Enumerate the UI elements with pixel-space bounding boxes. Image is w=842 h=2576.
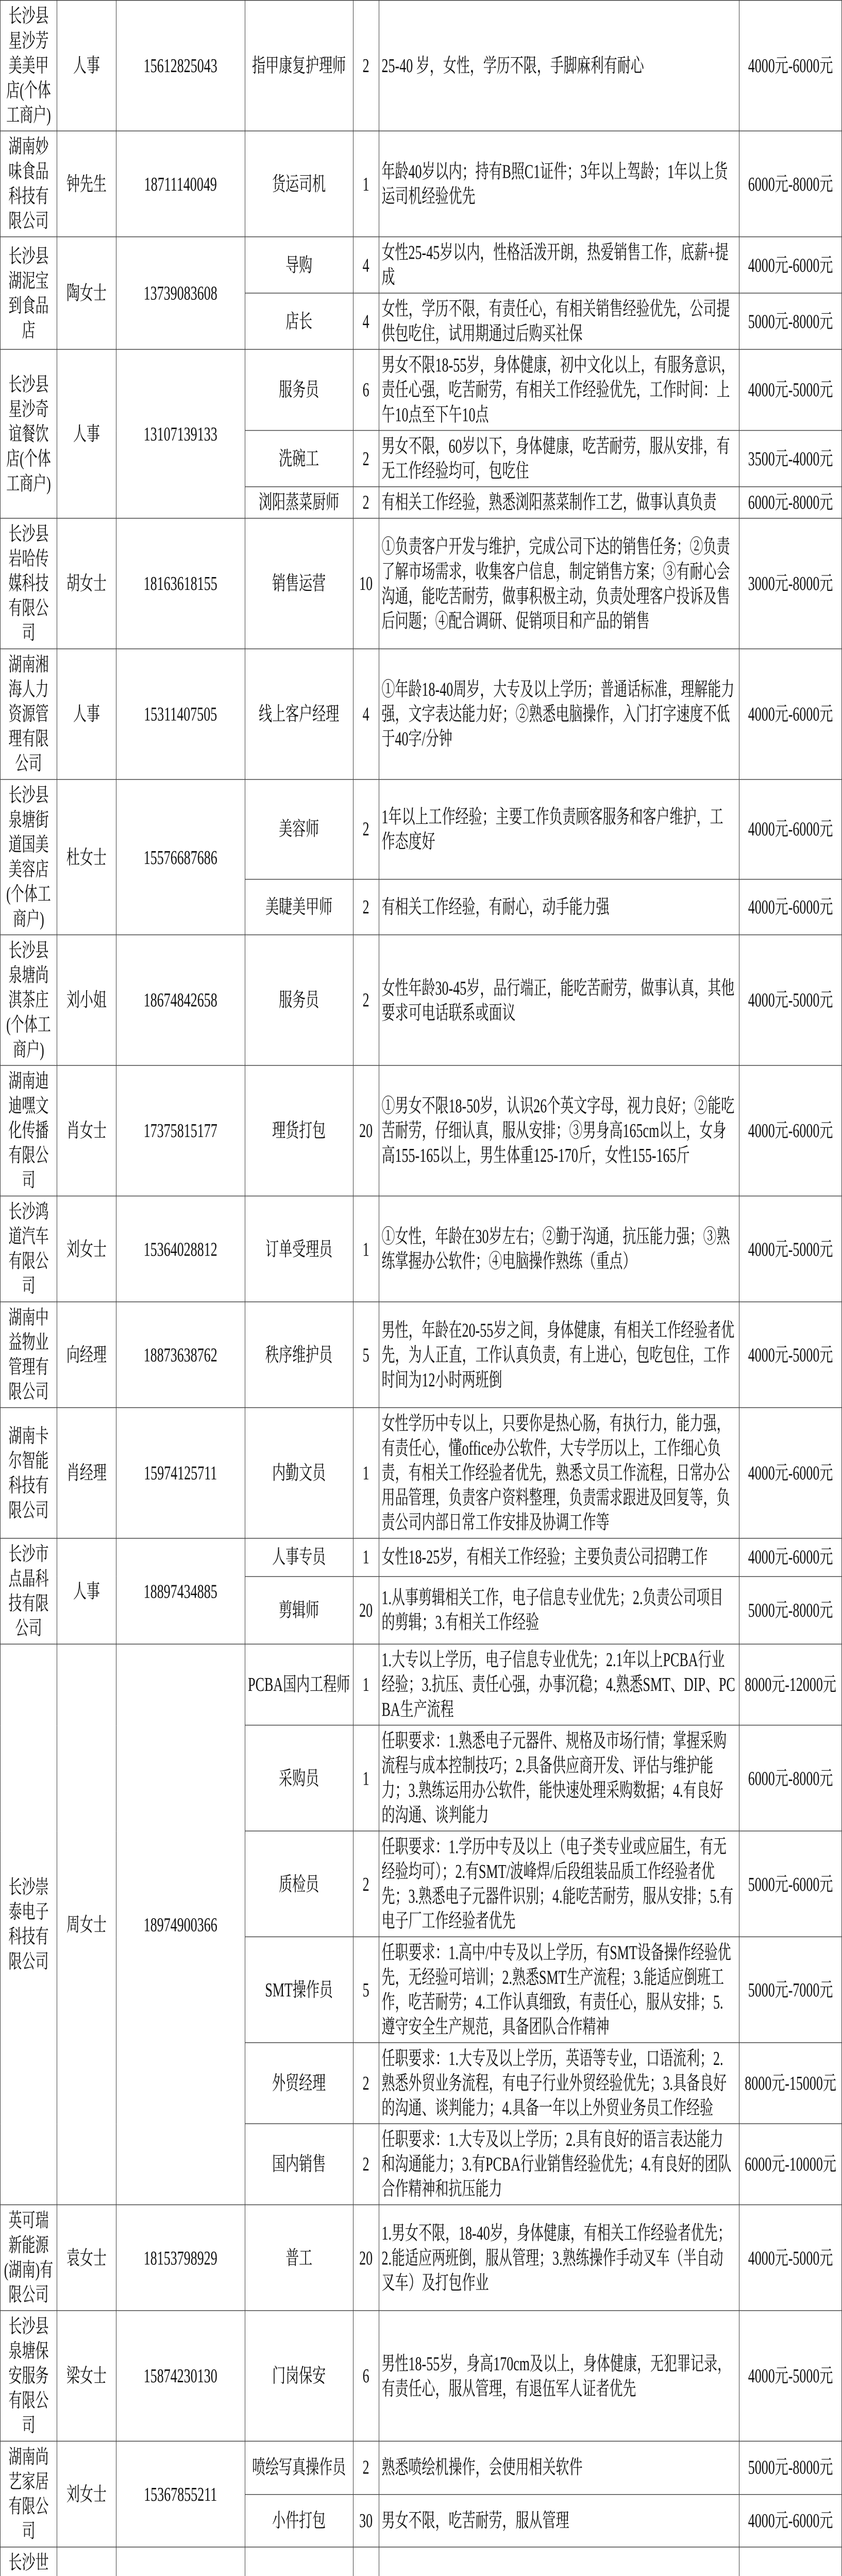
- job-title-cell: 喷绘写真操作员: [245, 2441, 353, 2494]
- requirements-cell: ①负责客户开发与维护，完成公司下达的销售任务；②负责了解市场需求，收集客户信息，制定销售方案；③有耐心会沟通，能吃苦耐劳，做事积极主动，负责处理客户投诉及售后问题；④配合调研、促销项目和产品的销售: [379, 518, 739, 649]
- job-title-cell: 小件打包: [245, 2494, 353, 2547]
- requirements-cell: 女性18-25岁，有相关工作经验；主要负责公司招聘工作: [379, 1538, 739, 1577]
- contact-phone-cell: 18674842658: [116, 935, 245, 1065]
- contact-phone-cell: 18153798929: [116, 2205, 245, 2310]
- job-title-cell: 美睫美甲师: [245, 879, 353, 935]
- table-row: [1, 2205, 842, 2310]
- headcount-cell: [353, 2547, 379, 2576]
- requirements-cell: ①年龄18-40周岁，大专及以上学历；普通话标准，理解能力强，文字表达能力好；②熟悉电脑操作，入门打字速度不低于40字/分钟: [379, 649, 739, 779]
- company-name-cell: 长沙县岩哈传媒科技有限公司: [1, 518, 57, 649]
- headcount-cell: 2: [353, 779, 379, 879]
- contact-phone-cell: 17375815177: [116, 1065, 245, 1196]
- salary-cell: 3000元-8000元: [739, 518, 842, 649]
- job-title-cell: 国内销售: [245, 2124, 353, 2205]
- requirements-cell: 年龄40岁以内；持有B照C1证件；3年以上驾龄；1年以上货运司机经验优先: [379, 131, 739, 236]
- requirements-cell: [379, 2547, 739, 2576]
- table-row: [1, 131, 842, 236]
- requirements-cell: 1.从事剪辑相关工作，电子信息专业优先；2.负责公司项目的剪辑；3.有相关工作经验: [379, 1577, 739, 1645]
- job-title-cell: 指甲康复护理师: [245, 1, 353, 131]
- salary-cell: 6000元-8000元: [739, 131, 842, 236]
- contact-phone-cell: 18711140049: [116, 131, 245, 236]
- contact-phone-cell: 15367855211: [116, 2441, 245, 2547]
- table-row: [1, 349, 842, 430]
- headcount-cell: 2: [353, 879, 379, 935]
- headcount-cell: 20: [353, 1065, 379, 1196]
- salary-cell: 3500元-4000元: [739, 430, 842, 486]
- table-row: [1, 2311, 842, 2441]
- contact-phone-cell: 15612825043: [116, 1, 245, 131]
- job-title-cell: 秩序维护员: [245, 1302, 353, 1408]
- table-row: [1, 1196, 842, 1301]
- requirements-cell: 任职要求：1.大专及以上学历，英语等专业，口语流利；2.熟悉外贸业务流程，有电子行业外贸经验优先；3.具备良好的沟通、谈判能力；4.具备一年以上外贸业务员工作经验: [379, 2043, 739, 2124]
- headcount-cell: 2: [353, 430, 379, 486]
- requirements-cell: 女性年龄30-45岁，品行端正，能吃苦耐劳，做事认真，其他要求可电话联系或面议: [379, 935, 739, 1065]
- company-name-cell: 长沙县泉塘保安服务有限公司: [1, 2311, 57, 2441]
- job-title-cell: 订单受理员: [245, 1196, 353, 1301]
- contact-phone-cell: 13107139133: [116, 349, 245, 518]
- job-title-cell: 采购员: [245, 1725, 353, 1831]
- company-name-cell: 长沙世: [1, 2547, 57, 2576]
- job-title-cell: 店长: [245, 293, 353, 349]
- requirements-cell: ①女性，年龄在30岁左右；②勤于沟通，抗压能力强；③熟练掌握办公软件；④电脑操作熟练（重点）: [379, 1196, 739, 1301]
- salary-cell: 5000元-8000元: [739, 1577, 842, 1645]
- job-title-cell: 美容师: [245, 779, 353, 879]
- requirements-cell: 男女不限18-55岁，身体健康，初中文化以上，有服务意识，责任心强，吃苦耐劳，有相关工作经验优先，工作时间：上午10点至下午10点: [379, 349, 739, 430]
- salary-cell: 4000元-5000元: [739, 349, 842, 430]
- job-title-cell: 普工: [245, 2205, 353, 2310]
- contact-name-cell: 胡女士: [57, 518, 116, 649]
- company-name-cell: 湖南卡尔智能科技有限公司: [1, 1408, 57, 1538]
- contact-phone-cell: 15364028812: [116, 1196, 245, 1301]
- company-name-cell: 长沙县星沙奇谊餐饮店(个体工商户): [1, 349, 57, 518]
- requirements-cell: 男女不限，吃苦耐劳，服从管理: [379, 2494, 739, 2547]
- contact-name-cell: 肖女士: [57, 1065, 116, 1196]
- table-row: [1, 779, 842, 879]
- company-name-cell: 长沙鸿道汽车有限公司: [1, 1196, 57, 1301]
- contact-name-cell: 陶女士: [57, 237, 116, 350]
- salary-cell: 4000元-6000元: [739, 649, 842, 779]
- requirements-cell: 有相关工作经验，有耐心，动手能力强: [379, 879, 739, 935]
- job-title-cell: PCBA国内工程师: [245, 1644, 353, 1725]
- contact-phone-cell: 18873638762: [116, 1302, 245, 1408]
- contact-name-cell: 人事: [57, 349, 116, 518]
- headcount-cell: 1: [353, 1644, 379, 1725]
- requirements-cell: 1年以上工作经验；主要工作负责顾客服务和客户维护，工作态度好: [379, 779, 739, 879]
- company-name-cell: 湖南中益物业管理有限公司: [1, 1302, 57, 1408]
- table-row: [1, 1408, 842, 1538]
- company-name-cell: 湖南尚艺家居有限公司: [1, 2441, 57, 2547]
- salary-cell: 8000元-15000元: [739, 2043, 842, 2124]
- requirements-cell: 任职要求：1.大专及以上学历；2.具有良好的语言表达能力和沟通能力；3.有PCBA行业销售经验优先；4.有良好的团队合作精神和抗压能力: [379, 2124, 739, 2205]
- job-title-cell: 内勤文员: [245, 1408, 353, 1538]
- requirements-cell: 女性学历中专以上，只要你是热心肠，有执行力，能力强，有责任心，懂office办公软件，大专学历以上，工作细心负责，有相关工作经验者优先，熟悉文员工作流程，日常办公用品管理，负责客户资料整理，负责需求跟进及回复等，负责公司内部日常工作安排及协调工作等: [379, 1408, 739, 1538]
- contact-name-cell: 人事: [57, 1538, 116, 1644]
- company-name-cell: 湖南湘海人力资源管理有限公司: [1, 649, 57, 779]
- company-name-cell: 长沙县泉塘街道国美美容店(个体工商户): [1, 779, 57, 935]
- table-row: [1, 1065, 842, 1196]
- requirements-cell: 男性18-55岁，身高170cm及以上，身体健康，无犯罪记录，有责任心，服从管理，有退伍军人证者优先: [379, 2311, 739, 2441]
- salary-cell: 4000元-6000元: [739, 1, 842, 131]
- headcount-cell: 30: [353, 2494, 379, 2547]
- salary-cell: 4000元-5000元: [739, 935, 842, 1065]
- requirements-cell: 任职要求：1.高中/中专及以上学历，有SMT设备操作经验优先，无经验可培训；2.熟悉SMT生产流程；3.能适应倒班工作，吃苦耐劳；4.工作认真细致，有责任心，服从安排；5.遵守安全生产规范，具备团队合作精神: [379, 1937, 739, 2042]
- contact-name-cell: [57, 2547, 116, 2576]
- job-title-cell: 线上客户经理: [245, 649, 353, 779]
- headcount-cell: 5: [353, 1937, 379, 2042]
- company-name-cell: 英可瑞新能源(湖南)有限公司: [1, 2205, 57, 2310]
- salary-cell: 4000元-6000元: [739, 1065, 842, 1196]
- salary-cell: 8000元-12000元: [739, 1644, 842, 1725]
- contact-name-cell: 刘女士: [57, 1196, 116, 1301]
- requirements-cell: 1.男女不限，18-40岁，身体健康，有相关工作经验者优先；2.能适应两班倒，服从管理；3.熟练操作手动叉车（半自动叉车）及打包作业: [379, 2205, 739, 2310]
- company-name-cell: 长沙崇泰电子科技有限公司: [1, 1644, 57, 2205]
- company-name-cell: 湖南妙味食品科技有限公司: [1, 131, 57, 236]
- salary-cell: 6000元-10000元: [739, 2124, 842, 2205]
- headcount-cell: 2: [353, 2441, 379, 2494]
- contact-phone-cell: 18974900366: [116, 1644, 245, 2205]
- headcount-cell: 2: [353, 935, 379, 1065]
- job-title-cell: 服务员: [245, 935, 353, 1065]
- job-title-cell: 理货打包: [245, 1065, 353, 1196]
- table-row: [1, 649, 842, 779]
- salary-cell: 4000元-6000元: [739, 879, 842, 935]
- headcount-cell: 1: [353, 1538, 379, 1577]
- table-row: [1, 1, 842, 131]
- job-title-cell: 剪辑师: [245, 1577, 353, 1645]
- job-title-cell: 服务员: [245, 349, 353, 430]
- salary-cell: 5000元-7000元: [739, 1937, 842, 2042]
- salary-cell: 4000元-6000元: [739, 1538, 842, 1577]
- salary-cell: 4000元-5000元: [739, 2205, 842, 2310]
- requirements-cell: ①男女不限18-50岁，认识26个英文字母，视力良好；②能吃苦耐劳，仔细认真，服从安排；③男身高165cm以上，女身高155-165以上，男生体重125-170斤，女性155-165斤: [379, 1065, 739, 1196]
- contact-name-cell: 肖经理: [57, 1408, 116, 1538]
- salary-cell: 4000元-6000元: [739, 779, 842, 879]
- headcount-cell: 4: [353, 293, 379, 349]
- contact-name-cell: 人事: [57, 649, 116, 779]
- job-title-cell: 门岗保安: [245, 2311, 353, 2441]
- job-title-cell: 货运司机: [245, 131, 353, 236]
- contact-name-cell: 杜女士: [57, 779, 116, 935]
- contact-phone-cell: 18897434885: [116, 1538, 245, 1644]
- job-title-cell: 销售运营: [245, 518, 353, 649]
- headcount-cell: 2: [353, 2043, 379, 2124]
- table-row: [1, 1644, 842, 1725]
- headcount-cell: 6: [353, 2311, 379, 2441]
- requirements-cell: 25-40 岁，女性，学历不限，手脚麻利有耐心: [379, 1, 739, 131]
- contact-name-cell: 刘小姐: [57, 935, 116, 1065]
- company-name-cell: 湖南迪迪嘿文化传播有限公司: [1, 1065, 57, 1196]
- requirements-cell: 任职要求：1.学历中专及以上（电子类专业或应届生，有无经验均可）；2.有SMT/波峰焊/后段组装品质工作经验者优先；3.熟悉电子元器件识别；4.能吃苦耐劳，服从安排；5.有电子厂工作经验者优先: [379, 1831, 739, 1937]
- job-title-cell: 浏阳蒸菜厨师: [245, 487, 353, 518]
- salary-cell: 5000元-6000元: [739, 1831, 842, 1937]
- headcount-cell: 1: [353, 1725, 379, 1831]
- requirements-cell: 女性25-45岁以内，性格活泼开朗，热爱销售工作，底薪+提成: [379, 237, 739, 293]
- contact-phone-cell: 13739083608: [116, 237, 245, 350]
- salary-cell: [739, 2547, 842, 2576]
- contact-phone-cell: 15576687686: [116, 779, 245, 935]
- job-title-cell: 人事专员: [245, 1538, 353, 1577]
- contact-name-cell: 袁女士: [57, 2205, 116, 2310]
- contact-phone-cell: 15974125711: [116, 1408, 245, 1538]
- requirements-cell: 1.大专以上学历，电子信息专业优先；2.1年以上PCBA行业经验；3.抗压、责任心强，办事沉稳；4.熟悉SMT、DIP、PCBA生产流程: [379, 1644, 739, 1725]
- table-row: [1, 1302, 842, 1408]
- requirements-cell: 男性，年龄在20-55岁之间，身体健康，有相关工作经验者优先，为人正直，工作认真负责，有上进心，包吃包住，工作时间为12小时两班倒: [379, 1302, 739, 1408]
- headcount-cell: 20: [353, 2205, 379, 2310]
- headcount-cell: 1: [353, 1196, 379, 1301]
- contact-phone-cell: 15874230130: [116, 2311, 245, 2441]
- job-title-cell: 导购: [245, 237, 353, 293]
- headcount-cell: 2: [353, 1831, 379, 1937]
- table-row: [1, 2547, 842, 2576]
- requirements-cell: 熟悉喷绘机操作，会使用相关软件: [379, 2441, 739, 2494]
- headcount-cell: 2: [353, 1, 379, 131]
- contact-name-cell: 向经理: [57, 1302, 116, 1408]
- salary-cell: 5000元-8000元: [739, 293, 842, 349]
- contact-name-cell: 人事: [57, 1, 116, 131]
- salary-cell: 4000元-5000元: [739, 1302, 842, 1408]
- job-title-cell: 洗碗工: [245, 430, 353, 486]
- table-row: [1, 518, 842, 649]
- contact-phone-cell: [116, 2547, 245, 2576]
- table-row: [1, 237, 842, 293]
- headcount-cell: 2: [353, 2124, 379, 2205]
- headcount-cell: 4: [353, 649, 379, 779]
- contact-phone-cell: 15311407505: [116, 649, 245, 779]
- table-row: [1, 935, 842, 1065]
- requirements-cell: 有相关工作经验，熟悉浏阳蒸菜制作工艺，做事认真负责: [379, 487, 739, 518]
- headcount-cell: 1: [353, 131, 379, 236]
- headcount-cell: 6: [353, 349, 379, 430]
- job-table-body: [1, 1, 842, 2576]
- job-title-cell: SMT操作员: [245, 1937, 353, 2042]
- salary-cell: 4000元-5000元: [739, 2311, 842, 2441]
- headcount-cell: 4: [353, 237, 379, 293]
- table-row: [1, 2441, 842, 2494]
- contact-name-cell: 梁女士: [57, 2311, 116, 2441]
- company-name-cell: 长沙市点晶科技有限公司: [1, 1538, 57, 1644]
- contact-name-cell: 周女士: [57, 1644, 116, 2205]
- requirements-cell: 任职要求：1.熟悉电子元器件、规格及市场行情；掌握采购流程与成本控制技巧；2.具备供应商开发、评估与维护能力；3.熟练运用办公软件，能快速处理采购数据；4.有良好的沟通、谈判能力: [379, 1725, 739, 1831]
- company-name-cell: 长沙县星沙芳美美甲店(个体工商户): [1, 1, 57, 131]
- job-title-cell: 质检员: [245, 1831, 353, 1937]
- salary-cell: 4000元-5000元: [739, 1196, 842, 1301]
- table-row: [1, 1538, 842, 1577]
- headcount-cell: 20: [353, 1577, 379, 1645]
- contact-name-cell: 钟先生: [57, 131, 116, 236]
- salary-cell: 5000元-8000元: [739, 2441, 842, 2494]
- salary-cell: 4000元-6000元: [739, 1408, 842, 1538]
- salary-cell: 4000元-6000元: [739, 2494, 842, 2547]
- salary-cell: 6000元-8000元: [739, 1725, 842, 1831]
- requirements-cell: 女性，学历不限，有责任心，有相关销售经验优先，公司提供包吃住，试用期通过后购买社保: [379, 293, 739, 349]
- headcount-cell: 10: [353, 518, 379, 649]
- company-name-cell: 长沙县泉塘尚淇茶庄(个体工商户): [1, 935, 57, 1065]
- headcount-cell: 1: [353, 1408, 379, 1538]
- job-title-cell: [245, 2547, 353, 2576]
- headcount-cell: 2: [353, 487, 379, 518]
- company-name-cell: 长沙县湖泥宝到食品店: [1, 237, 57, 350]
- salary-cell: 4000元-6000元: [739, 237, 842, 293]
- contact-name-cell: 刘女士: [57, 2441, 116, 2547]
- job-title-cell: 外贸经理: [245, 2043, 353, 2124]
- salary-cell: 6000元-8000元: [739, 487, 842, 518]
- headcount-cell: 5: [353, 1302, 379, 1408]
- requirements-cell: 男女不限，60岁以下，身体健康，吃苦耐劳，服从安排，有无工作经验均可，包吃住: [379, 430, 739, 486]
- contact-phone-cell: 18163618155: [116, 518, 245, 649]
